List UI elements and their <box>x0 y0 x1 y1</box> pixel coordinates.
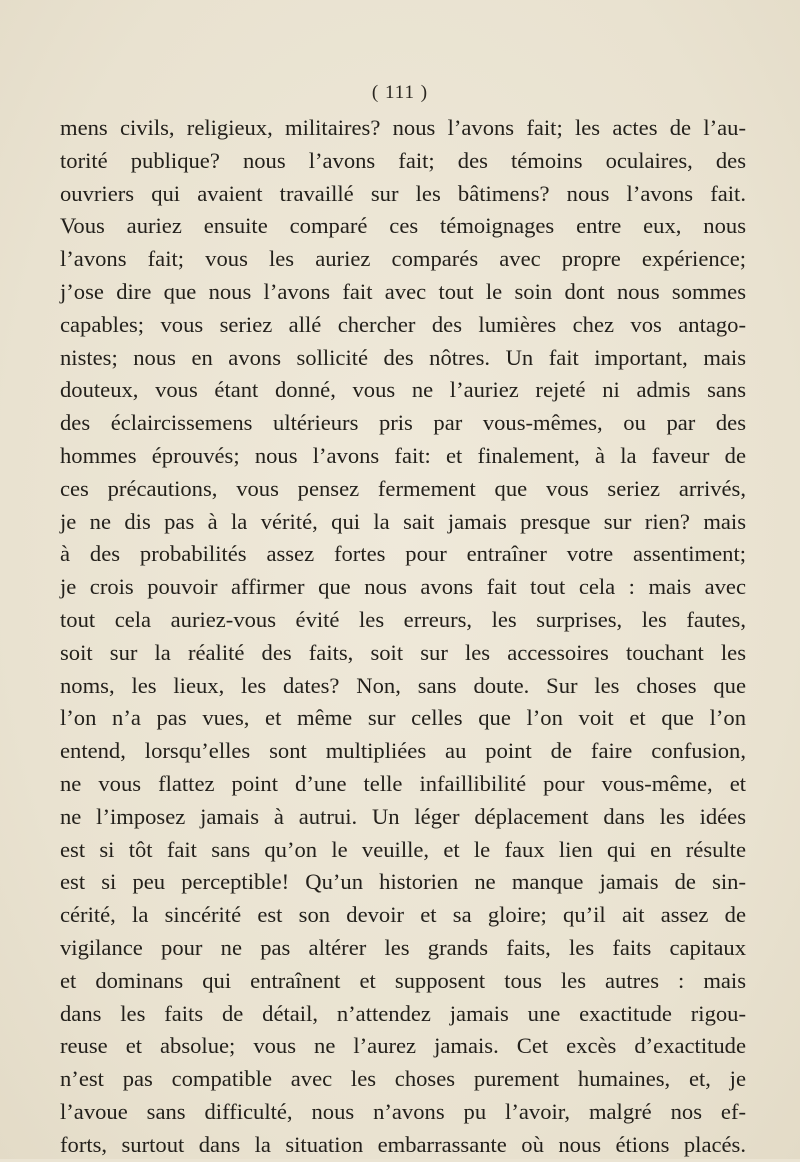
text-line: je crois pouvoir affirmer que nous avons fait tout cela : mais avec <box>60 574 746 600</box>
page-number: ( 111 ) <box>371 82 429 103</box>
text-line: et dominans qui entraînent et supposent tous les autres : mais <box>60 967 746 993</box>
text-line: nistes; nous en avons sollicité des nôtres. Un fait important, mais <box>60 344 746 370</box>
text-line: ouvriers qui avaient travaillé sur les bâtimens? nous l’avons fait. <box>60 180 746 206</box>
text-line: capables; vous seriez allé chercher des lumières chez vos antago- <box>60 311 746 337</box>
text-line: des éclaircissemens ultérieurs pris par vous-mêmes, ou par des <box>60 410 746 436</box>
text-line: torité publique? nous l’avons fait; des témoins oculaires, des <box>60 147 746 173</box>
text-line: reuse et absolue; vous ne l’aurez jamais. Cet excès d’exactitude <box>60 1033 746 1059</box>
text-line: douteux, vous étant donné, vous ne l’auriez rejeté ni admis sans <box>60 377 746 403</box>
text-line: ne vous flattez point d’une telle infaillibilité pour vous-même, et <box>60 770 746 796</box>
text-line: est si peu perceptible! Qu’un historien ne manque jamais de sin- <box>60 869 746 895</box>
text-line: j’ose dire que nous l’avons fait avec tout le soin dont nous sommes <box>60 278 746 304</box>
text-line: soit sur la réalité des faits, soit sur les accessoires touchant les <box>60 639 746 665</box>
body-text <box>60 112 746 1162</box>
text-line: vigilance pour ne pas altérer les grands faits, les faits capitaux <box>60 934 746 960</box>
text-line: je ne dis pas à la vérité, qui la sait jamais presque sur rien? mais <box>60 508 746 534</box>
text-line: cérité, la sincérité est son devoir et sa gloire; qu’il ait assez de <box>60 902 746 928</box>
text-line: Vous auriez ensuite comparé ces témoignages entre eux, nous <box>60 213 746 239</box>
text-line: à des probabilités assez fortes pour entraîner votre assentiment; <box>60 541 746 567</box>
text-line: forts, surtout dans la situation embarrassante où nous étions placés. <box>60 1131 746 1157</box>
text-line: mens civils, religieux, militaires? nous l’avons fait; les actes de l’au- <box>60 115 746 140</box>
text-line: tout cela auriez-vous évité les erreurs, les surprises, les fautes, <box>60 606 746 632</box>
text-line: n’est pas compatible avec les choses purement humaines, et, je <box>60 1066 746 1092</box>
text-line: est si tôt fait sans qu’on le veuille, et le faux lien qui en résulte <box>60 836 746 862</box>
text-line: entend, lorsqu’elles sont multipliées au point de faire confusion, <box>60 738 746 764</box>
text-line: hommes éprouvés; nous l’avons fait: et finalement, à la faveur de <box>60 442 746 468</box>
text-line: dans les faits de détail, n’attendez jamais une exactitude rigou- <box>60 1000 746 1026</box>
text-line: l’avons fait; vous les auriez comparés avec propre expérience; <box>60 246 746 272</box>
text-line: ne l’imposez jamais à autrui. Un léger déplacement dans les idées <box>60 803 746 829</box>
text-line: l’on n’a pas vues, et même sur celles que l’on voit et que l’on <box>60 705 746 731</box>
text-line: l’avoue sans difficulté, nous n’avons pu l’avoir, malgré nos ef- <box>60 1098 746 1124</box>
text-line: ces précautions, vous pensez fermement que vous seriez arrivés, <box>60 475 746 501</box>
text-line: noms, les lieux, les dates? Non, sans doute. Sur les choses que <box>60 672 746 698</box>
